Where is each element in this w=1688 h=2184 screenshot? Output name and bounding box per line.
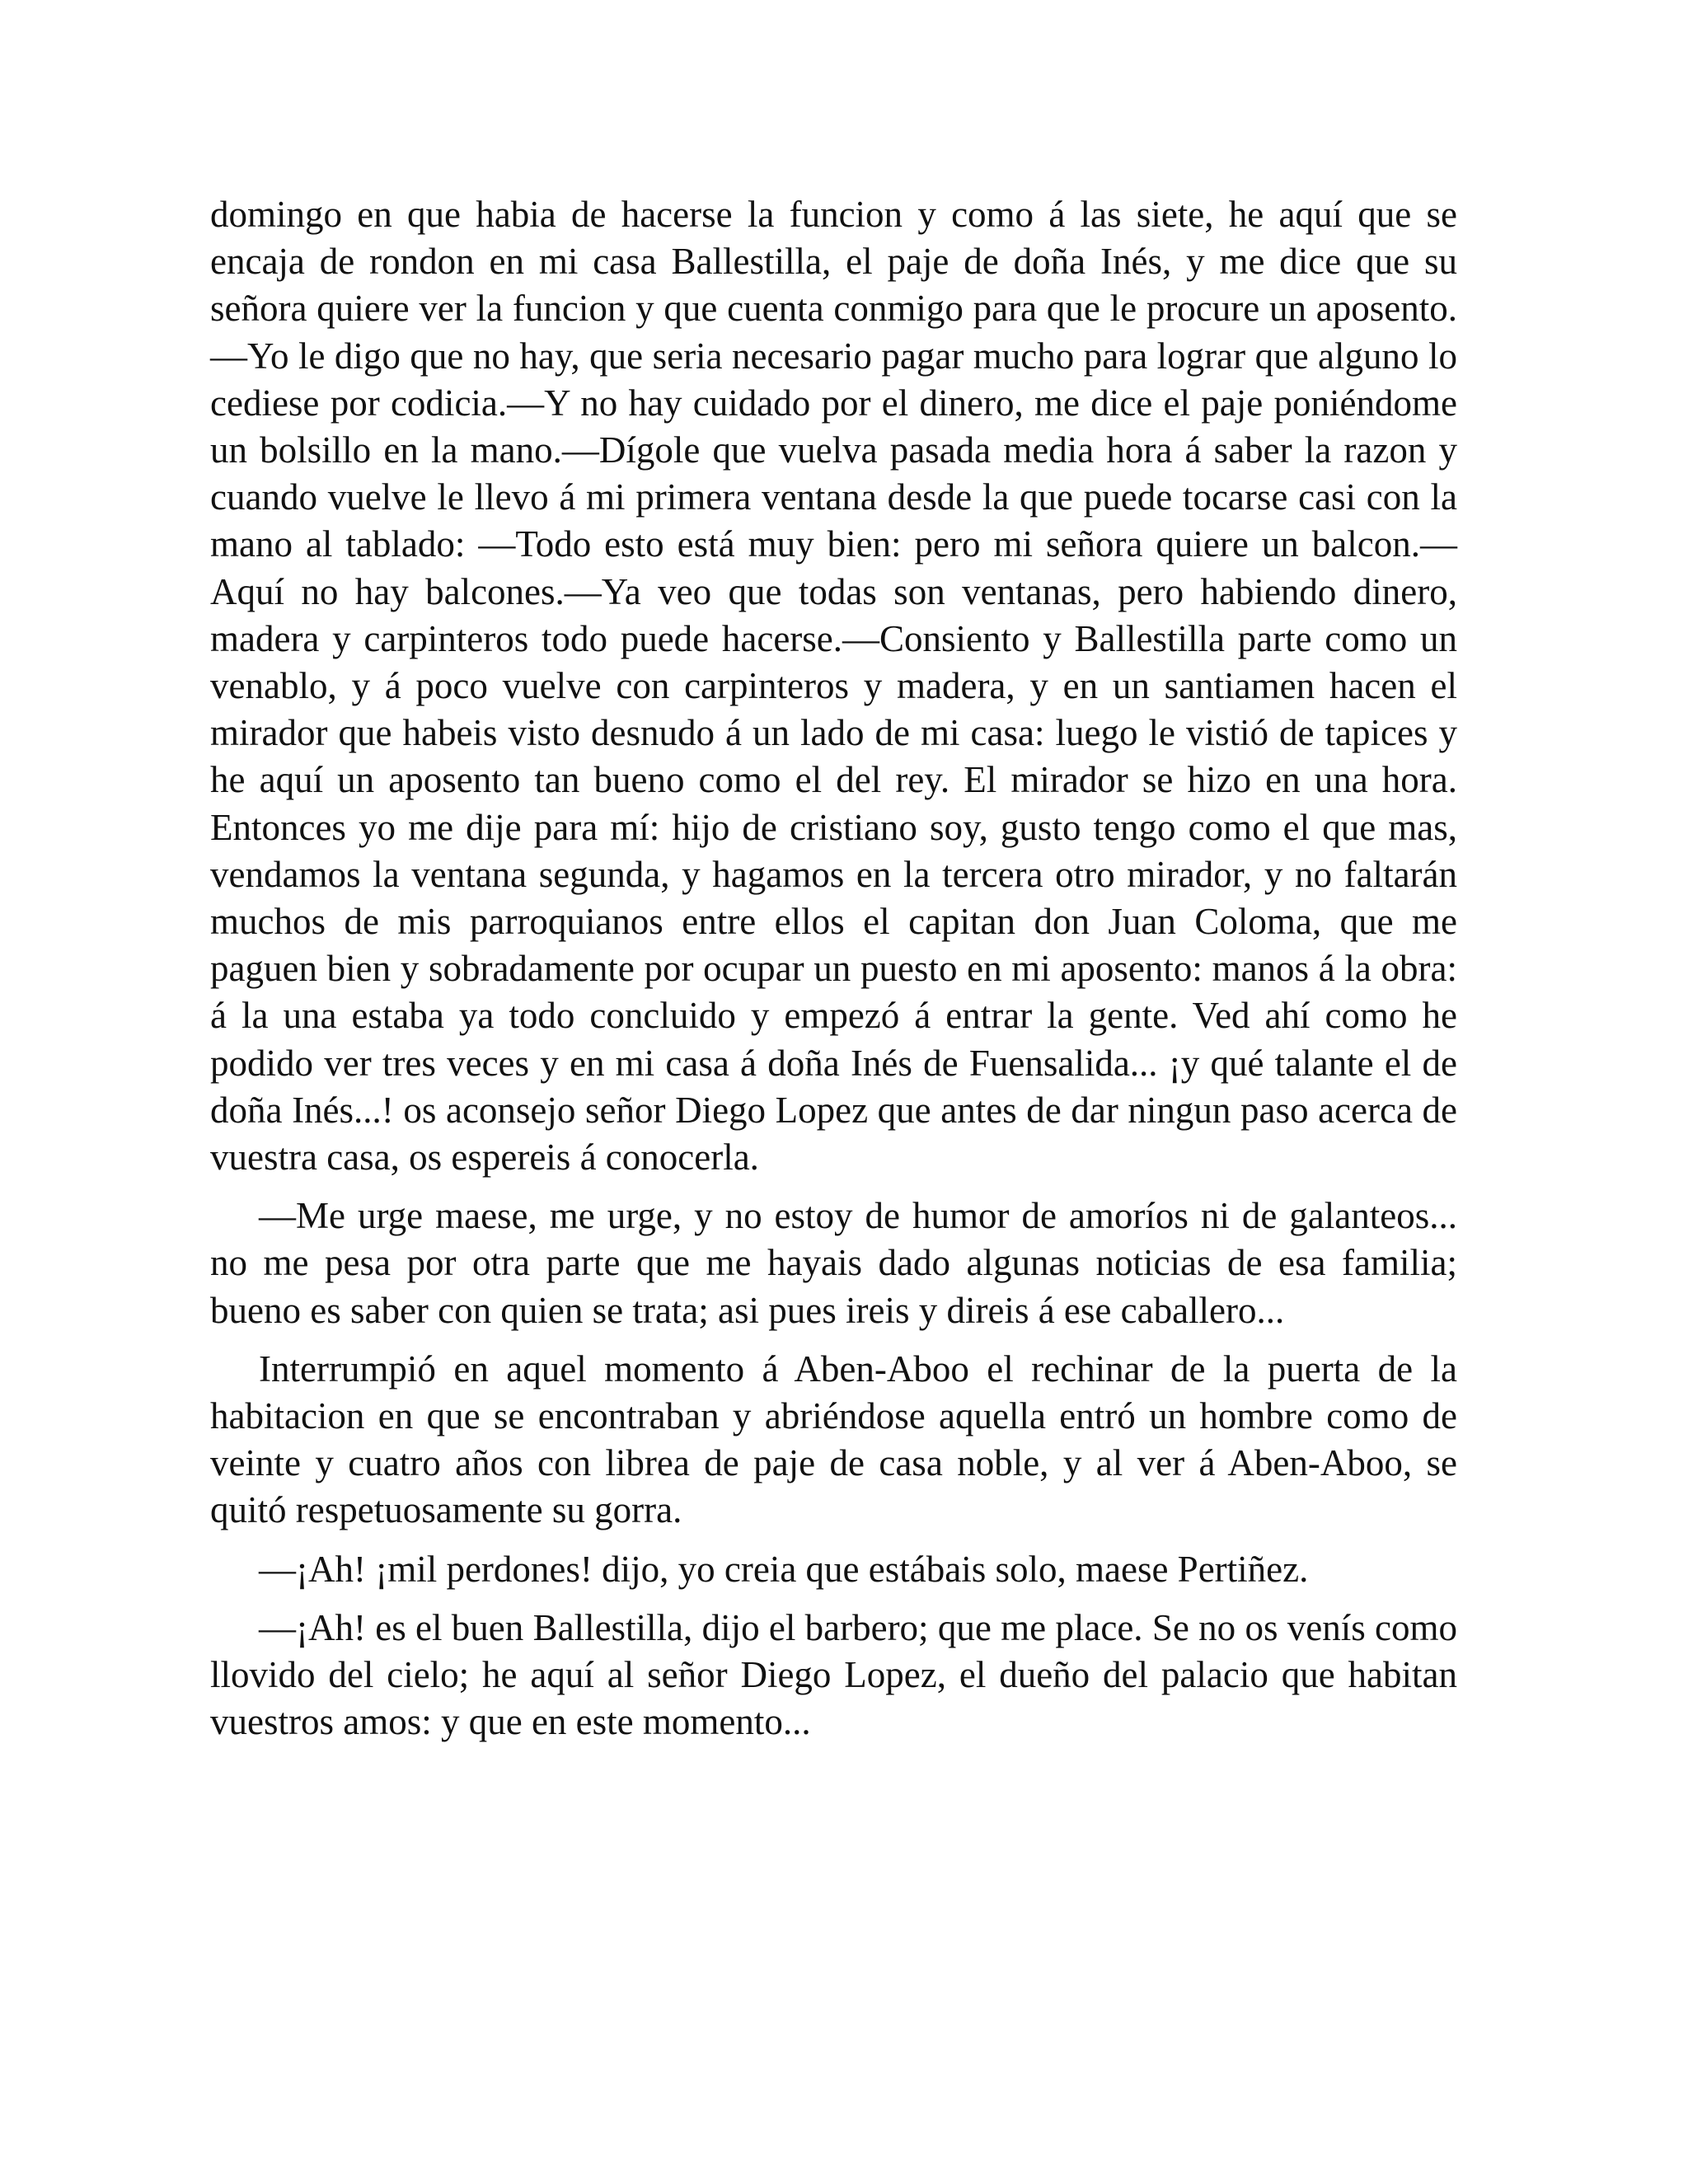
paragraph-continued: domingo en que habia de hacerse la funcion y como á las siete, he aquí que se encaja de rondon en mi casa Ballestilla, el paje de doña Inés, y me dice que su señora quiere ver la funcion y que cuenta conmigo para que le procure un aposento.—Yo le digo que no hay, que seria necesario pagar mucho para lograr que alguno lo cediese por codicia.—Y no hay cuidado por el dinero, me dice el paje poniéndome un bolsillo en la mano.—Dígole que vuelva pasada media hora á saber la razon y cuando vuelve le llevo á mi primera ventana desde la que puede tocarse casi con la mano al tablado: —Todo esto está muy bien: pero mi señora quiere un balcon.—Aquí no hay balcones.—Ya veo que todas son ventanas, pero habiendo dinero, madera y carpinteros todo puede hacerse.—Consiento y Ballestilla parte como un venablo, y á poco vuelve con carpinteros y madera, y en un santiamen hacen el mirador que habeis visto desnudo á un lado de mi casa: luego le vistió de tapices y he aquí un aposento tan bueno como el del rey. El mirador se hizo en una hora. Entonces yo me dije para mí: hijo de cristiano soy, gusto tengo como el que mas, vendamos la ventana segunda, y hagamos en la tercera otro mirador, y no faltarán muchos de mis parroquianos entre ellos el capitan don Juan Coloma, que me paguen bien y sobradamente por ocupar un puesto en mi aposento: manos á la obra: á la una estaba ya todo concluido y empezó á entrar la gente. Ved ahí como he podido ver tres veces y en mi casa á doña Inés de Fuensalida... ¡y qué talante el de doña Inés...! os aconsejo señor Diego Lopez que antes de dar ningun paso acerca de vuestra casa, os espereis á conocerla. bbox=[210, 194, 1457, 1179]
paragraph-dialogue-barbero: —¡Ah! es el buen Ballestilla, dijo el barbero; que me place. Se no os venís como llovido del cielo; he aquí al señor Diego Lopez, el dueño del palacio que habitan vuestros amos: y que en este momento... bbox=[210, 1606, 1457, 1743]
paragraph-dialogue-ballestilla: —¡Ah! ¡mil perdones! dijo, yo creia que estábais solo, maese Pertiñez. bbox=[259, 1548, 1309, 1590]
paragraph-dialogue-diego: —Me urge maese, me urge, y no estoy de humor de amoríos ni de galanteos... no me pesa por otra parte que me hayais dado algunas noticias de esa familia; bueno es saber con quien se trata; asi pues ireis y direis á ese caballero... bbox=[210, 1195, 1457, 1331]
page-body-text bbox=[210, 191, 1457, 1746]
paragraph-narration: Interrumpió en aquel momento á Aben-Aboo el rechinar de la puerta de la habitacion en que se encontraban y abriéndose aquella entró un hombre como de veinte y cuatro años con librea de paje de casa noble, y al ver á Aben-Aboo, se quitó respetuosamente su gorra. bbox=[210, 1347, 1457, 1531]
